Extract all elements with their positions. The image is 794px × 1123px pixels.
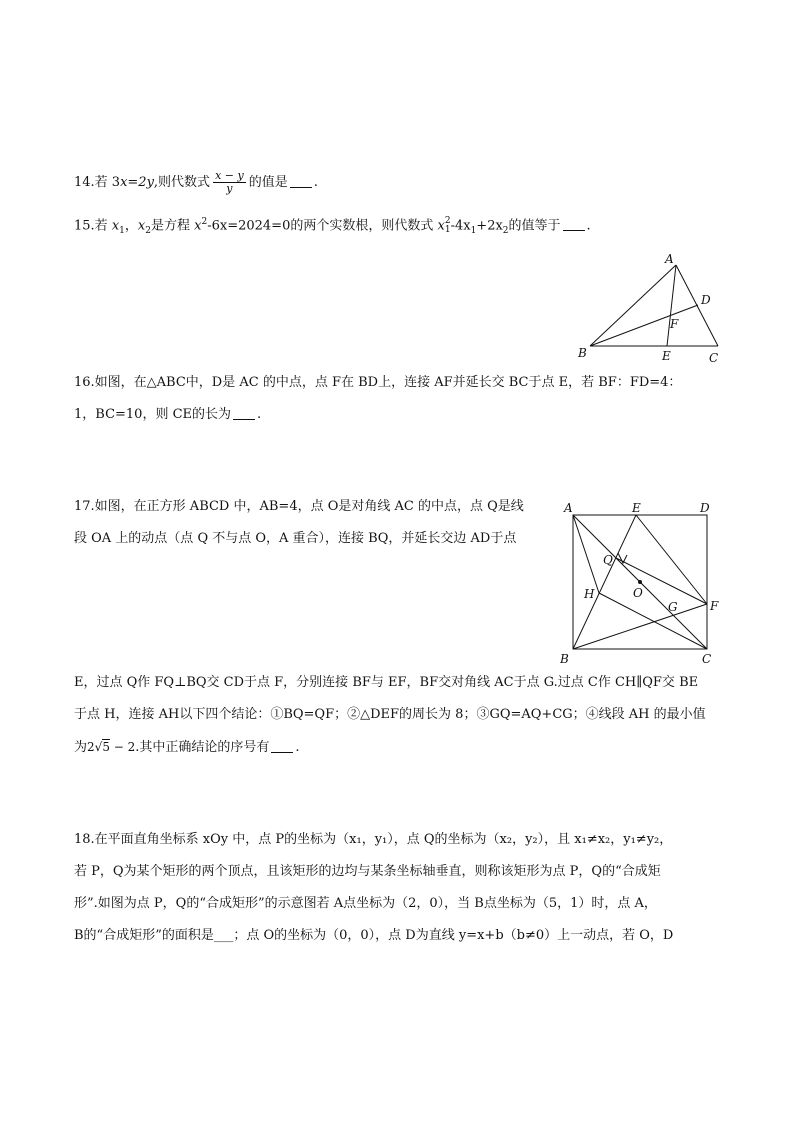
q17-answer-blank <box>271 740 293 753</box>
q16-label-c: C <box>709 351 719 365</box>
question-16-line-2 <box>74 405 261 425</box>
question-18-line-1: 18.在平面直角坐标系 xOy 中，点 P的坐标为（x₁，y₁），点 Q的坐标为（x₂，y₂），且 x₁≠x₂，y₁≠y₂， <box>74 832 673 847</box>
q17-segment-ah <box>573 515 599 593</box>
q17-label-c: C <box>702 652 712 666</box>
q15-number: 15.若 <box>74 218 112 234</box>
q16-label-f: F <box>670 317 679 331</box>
q14-text: ,则代数式 <box>153 175 211 190</box>
q15-expr-sub2: 1 <box>470 225 477 236</box>
q17-label-b: B <box>560 652 569 666</box>
q15-expr-rest2: +2x <box>476 218 503 234</box>
q14-tail: 的值是 <box>248 175 288 190</box>
q15-eq-rest: -6x=2024=0的两个实数根，则代数式 <box>207 218 438 234</box>
q16-answer-blank <box>233 407 255 420</box>
q15-expr-sup: 2 <box>444 215 451 226</box>
q15-sub2: 2 <box>145 225 151 236</box>
q17-label-g: G <box>668 600 678 614</box>
q17-line-5-end: . <box>295 740 300 755</box>
q15-expr-sub3: 2 <box>502 225 509 236</box>
question-17-line-4: 于点 H，连接 AH以下四个结论：①BQ=QF；②△DEF的周长为 8；③GQ=AQ+CG；④线段 AH 的最小值 <box>74 707 706 722</box>
question-18-line-4: B的“合成矩形”的面积是___；点 O的坐标为（0，0），点 D为直线 y=x+b（b≠0）上一动点，若 O，D <box>74 928 674 943</box>
q14-fraction-denominator: y <box>226 182 233 195</box>
q16-label-e: E <box>662 349 671 363</box>
q14-equation: x=2y <box>120 175 154 190</box>
q17-segment-qf <box>616 558 707 604</box>
q17-label-f: F <box>710 599 719 613</box>
q17-segment-be <box>573 515 636 649</box>
q17-label-q: Q <box>603 553 613 567</box>
q15-tail: 的值等于 <box>508 218 561 234</box>
q14-fraction-numerator: x − y <box>215 169 244 182</box>
q17-sqrt-coefficient: 2 <box>87 740 95 754</box>
q17-segment-bf <box>573 604 707 649</box>
q17-square-figure <box>560 498 730 670</box>
q17-label-e: E <box>632 501 641 515</box>
question-17-line-3: E，过点 Q作 FQ⊥BQ交 CD于点 F，分别连接 BF与 EF，BF交对角线 AC于点 G.过点 C作 CH∥QF交 BE <box>74 675 699 690</box>
q17-label-d: D <box>700 501 710 515</box>
q14-number: 14.若 3 <box>74 175 121 190</box>
q15-expr-x: x <box>437 218 445 234</box>
q15-end: . <box>586 218 591 234</box>
q16-segment-ae <box>667 265 676 346</box>
q14-end: . <box>313 175 318 190</box>
q15-text: 是方程 <box>150 218 195 234</box>
question-16-line-1: 16.如图，在△ABC中，D是 AC 的中点，点 F在 BD上，连接 AF并延长交 BC于点 E，若 BF：FD=4： <box>74 375 682 390</box>
q16-line-2-text: 1，BC=10，则 CE的长为 <box>74 407 232 422</box>
q17-sqrt-radicand: 5 <box>102 740 110 754</box>
q17-label-h: H <box>584 587 595 601</box>
question-17-line-5 <box>74 737 300 758</box>
q15-var-x1: x <box>111 218 120 234</box>
question-18-line-3: 形”.如图为点 P，Q的“合成矩形”的示意图若 A点坐标为（2，0），当 B点坐标为（5，1）时，点 A， <box>74 896 657 911</box>
q16-line-2-end: . <box>257 407 262 422</box>
q16-label-d: D <box>701 293 711 307</box>
q17-line-5-text: .其中正确结论的序号有 <box>135 740 270 755</box>
q17-point-o <box>638 580 642 584</box>
question-18-line-2: 若 P，Q为某个矩形的两个顶点，且该矩形的边均与某条坐标轴垂直，则称该矩形为点 P，Q的“合成矩 <box>74 864 661 879</box>
q15-comma: ， <box>124 218 138 234</box>
q17-sqrt-tail: − 2 <box>109 740 136 754</box>
q15-answer-blank <box>563 218 585 231</box>
q16-segment-bd <box>590 305 698 346</box>
q17-label-o: O <box>633 586 643 600</box>
q14-answer-blank <box>290 175 312 188</box>
question-17-line-1: 17.如图，在正方形 ABCD 中，AB=4，点 O是对角线 AC 的中点，点 Q是线 <box>74 499 524 514</box>
q14-fraction <box>213 170 246 195</box>
q17-label-a: A <box>564 501 573 515</box>
question-17-line-2: 段 OA 上的动点（点 Q 不与点 O，A 重合），连接 BQ，并延长交边 AD于点 <box>74 531 517 546</box>
q15-eq-x: x <box>194 218 202 234</box>
q15-var-x2: x <box>137 218 146 234</box>
q17-sqrt-expression: 2√5 − 2 <box>87 740 136 754</box>
q15-expr-sub: 1 <box>444 224 451 235</box>
q17-line-5-prefix: 为 <box>74 740 88 755</box>
q16-label-b: B <box>578 346 587 360</box>
question-14 <box>74 170 318 195</box>
q15-eq-sup: 2 <box>201 217 208 227</box>
q17-segment-ch <box>599 593 707 649</box>
q17-segment-ef <box>636 515 707 604</box>
q15-expr-rest: -4x <box>450 218 471 234</box>
q16-triangle-figure <box>570 248 730 368</box>
q15-sub1: 1 <box>119 225 125 236</box>
q16-side-ab <box>590 265 676 346</box>
question-15 <box>74 212 591 241</box>
q16-label-a: A <box>665 252 674 266</box>
